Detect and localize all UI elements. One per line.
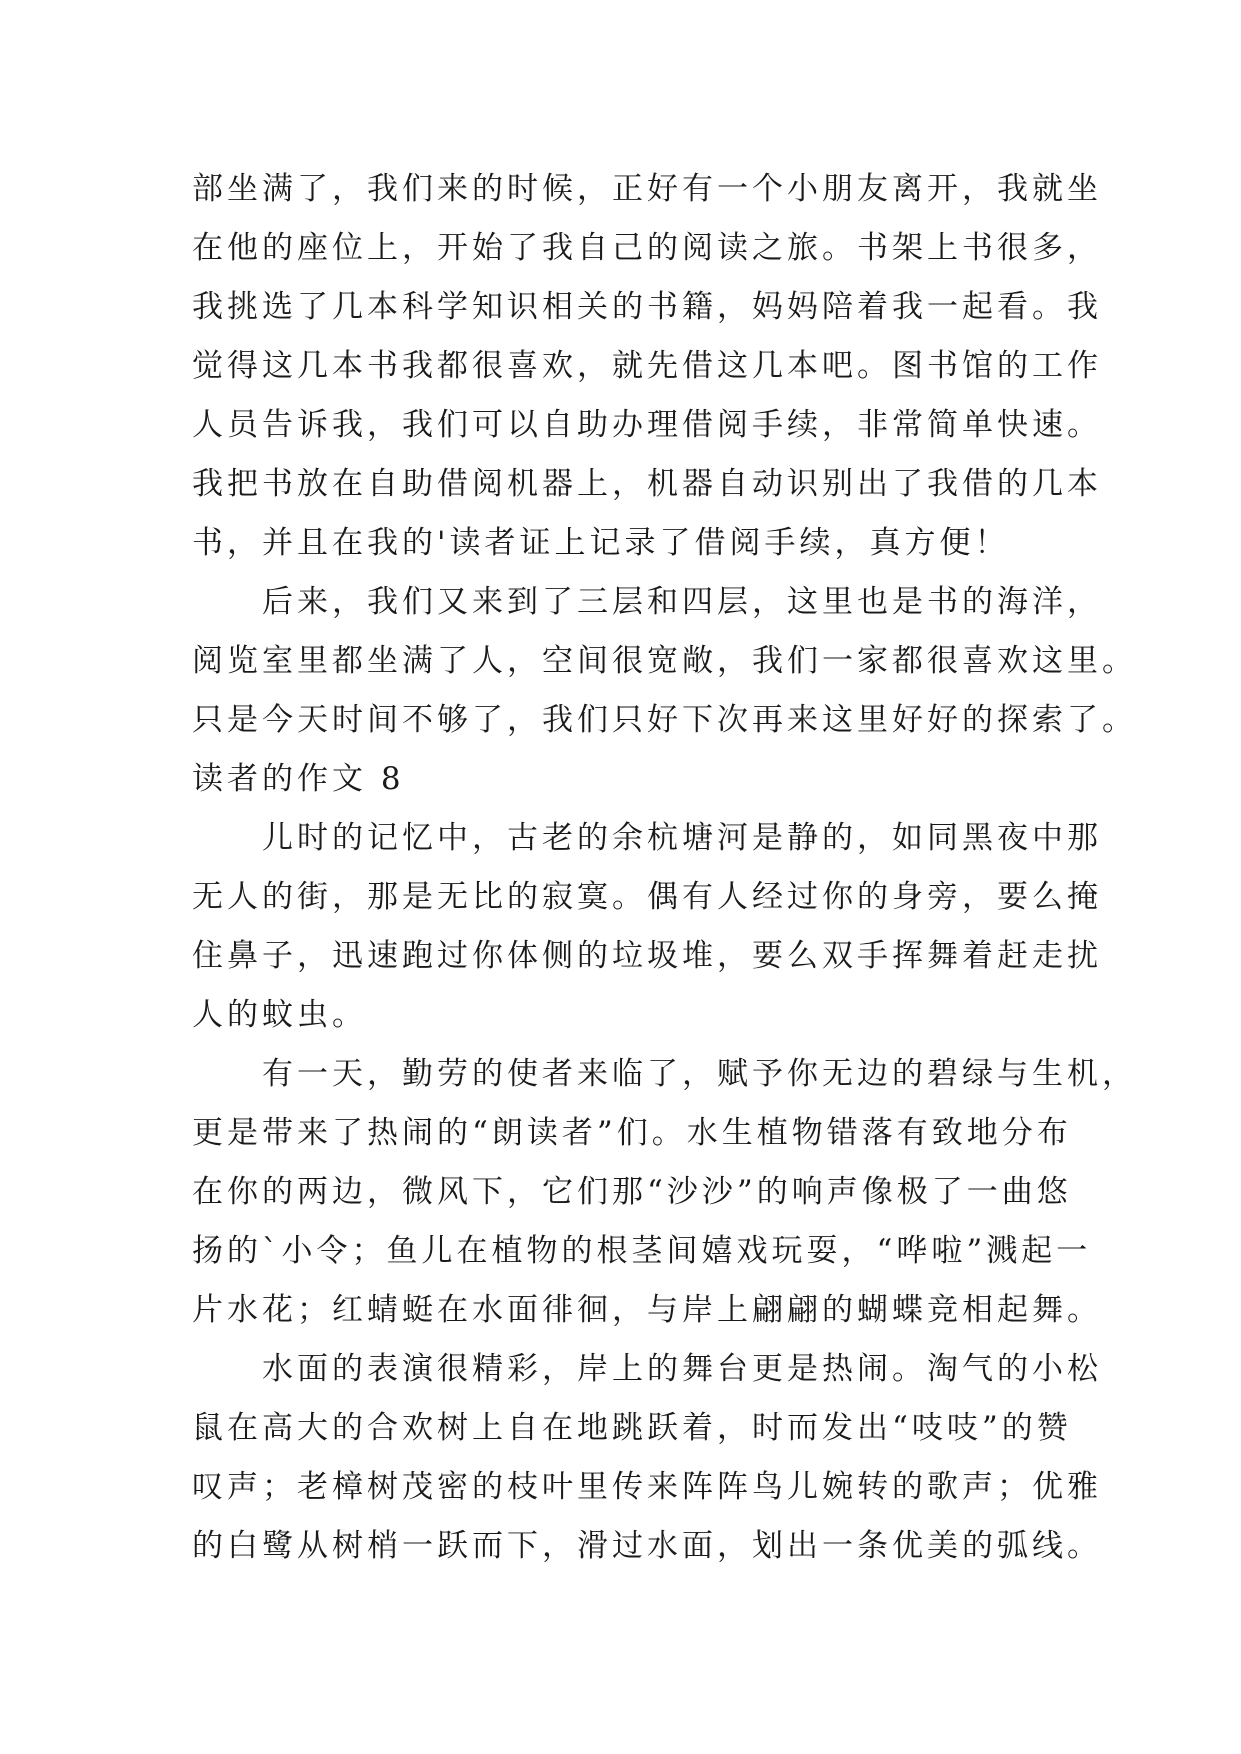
text-line: 叹声；老樟树茂密的枝叶里传来阵阵鸟儿婉转的歌声；优雅 [192,1469,1102,1505]
paragraph [192,160,1102,573]
paragraph [192,573,1137,750]
text-line: 住鼻子，迅速跑过你体侧的垃圾堆，要么双手挥舞着赶走扰 [192,938,1102,974]
text-line: 我把书放在自助借阅机器上，机器自动识别出了我借的几本 [192,466,1102,502]
document-body [192,160,1137,1576]
text-line: 我挑选了几本科学知识相关的书籍，妈妈陪着我一起看。我 [192,289,1102,325]
text-line: 更是带来了热闹的“朗读者”们。水生植物错落有致地分布 [192,1115,1072,1151]
text-line: 人员告诉我，我们可以自助办理借阅手续，非常简单快速。 [192,407,1102,443]
text-line: 后来，我们又来到了三层和四层，这里也是书的海洋， [262,584,1102,620]
text-line: 无人的街，那是无比的寂寞。偶有人经过你的身旁，要么掩 [192,879,1102,915]
text-line: 读者的作文 8 [192,761,405,797]
text-line: 片水花；红蜻蜓在水面徘徊，与岸上翩翩的蝴蝶竞相起舞。 [192,1292,1102,1328]
text-line: 觉得这几本书我都很喜欢，就先借这几本吧。图书馆的工作 [192,348,1102,384]
text-line: 儿时的记忆中，古老的余杭塘河是静的，如同黑夜中那 [262,820,1102,856]
text-line: 阅览室里都坐满了人，空间很宽敞，我们一家都很喜欢这里。 [192,643,1137,679]
paragraph [192,809,1102,1045]
section-heading [192,750,1082,809]
text-line: 在他的座位上，开始了我自己的阅读之旅。书架上书很多， [192,230,1102,266]
text-line: 书，并且在我的'读者证上记录了借阅手续，真方便！ [192,525,1010,561]
text-line: 人的蚊虫。 [192,997,367,1033]
text-line: 鼠在高大的合欢树上自在地跳跃着，时而发出“吱吱”的赞 [192,1410,1072,1446]
text-line: 部坐满了，我们来的时候，正好有一个小朋友离开，我就坐 [192,171,1102,207]
text-line: 只是今天时间不够了，我们只好下次再来这里好好的探索了。 [192,702,1137,738]
text-line: 有一天，勤劳的使者来临了，赋予你无边的碧绿与生机， [262,1056,1137,1092]
text-line: 在你的两边，微风下，它们那“沙沙”的响声像极了一曲悠 [192,1174,1072,1210]
text-line: 水面的表演很精彩，岸上的舞台更是热闹。淘气的小松 [262,1351,1102,1387]
paragraph [192,1045,1137,1340]
text-line: 扬的`小令；鱼儿在植物的根茎间嬉戏玩耍，“哗啦”溅起一 [192,1233,1092,1269]
text-line: 的白鹭从树梢一跃而下，滑过水面，划出一条优美的弧线。 [192,1528,1102,1564]
paragraph [192,1340,1102,1576]
